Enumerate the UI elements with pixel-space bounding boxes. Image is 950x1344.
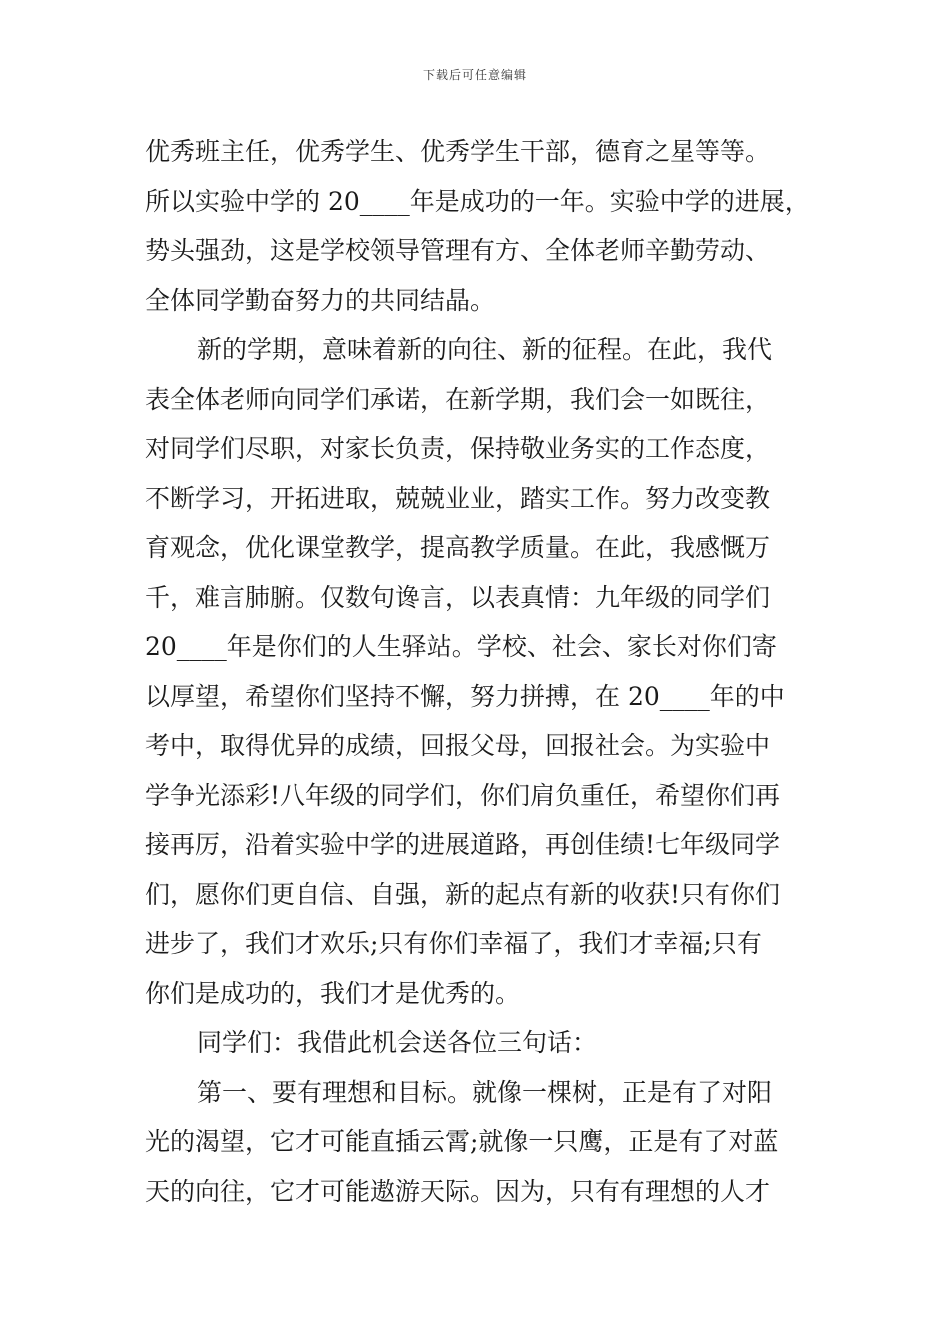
- text-line: 们，愿你们更自信、自强，新的起点有新的收获!只有你们: [145, 879, 781, 909]
- text-line: 以厚望，希望你们坚持不懈，努力拼搏，在 20____年的中: [145, 681, 785, 711]
- text-line: 接再厉，沿着实验中学的进展道路，再创佳绩!七年级同学: [145, 830, 781, 859]
- page-header: 下载后可任意编辑: [422, 68, 527, 82]
- text-line: 育观念，优化课堂教学，提高教学质量。在此，我感慨万: [145, 533, 771, 562]
- text-line: 天的向往，它才可能遨游天际。因为，只有有理想的人才: [145, 1176, 771, 1206]
- text-line: 学争光添彩!八年级的同学们，你们肩负重任，希望你们再: [145, 780, 781, 810]
- text-line: 你们是成功的，我们才是优秀的。: [145, 978, 521, 1008]
- text-line: 所以实验中学的 20____年是成功的一年。实验中学的进展，: [145, 186, 810, 216]
- text-line: 进步了，我们才欢乐;只有你们幸福了，我们才幸福;只有: [145, 929, 762, 958]
- text-line: 20____年是你们的人生驿站。学校、社会、家长对你们寄: [145, 632, 777, 661]
- text-line: 表全体老师向同学们承诺，在新学期，我们会一如既往，: [145, 384, 771, 414]
- text-line: 第一、要有理想和目标。就像一棵树，正是有了对阳: [197, 1077, 773, 1107]
- text-line: 对同学们尽职，对家长负责，保持敬业务实的工作态度，: [145, 434, 771, 463]
- text-line: 考中，取得优异的成绩，回报父母，回报社会。为实验中: [145, 731, 771, 760]
- text-line: 优秀班主任，优秀学生、优秀学生干部，德育之星等等。: [145, 137, 771, 166]
- text-line: 同学们：我借此机会送各位三句话：: [197, 1028, 598, 1057]
- text-line: 千，难言肺腑。仅数句谗言，以表真情：九年级的同学们: [145, 582, 771, 612]
- text-line: 光的渴望，它才可能直插云霄;就像一只鹰，正是有了对蓝: [145, 1127, 779, 1156]
- text-line: 新的学期，意味着新的向往、新的征程。在此，我代: [197, 335, 773, 364]
- document-body: [145, 127, 825, 1216]
- text-line: 不断学习，开拓进取，兢兢业业，踏实工作。努力改变教: [145, 483, 771, 513]
- text-line: 势头强劲，这是学校领导管理有方、全体老师辛勤劳动、: [145, 236, 771, 265]
- text-line: 全体同学勤奋努力的共同结晶。: [145, 285, 496, 315]
